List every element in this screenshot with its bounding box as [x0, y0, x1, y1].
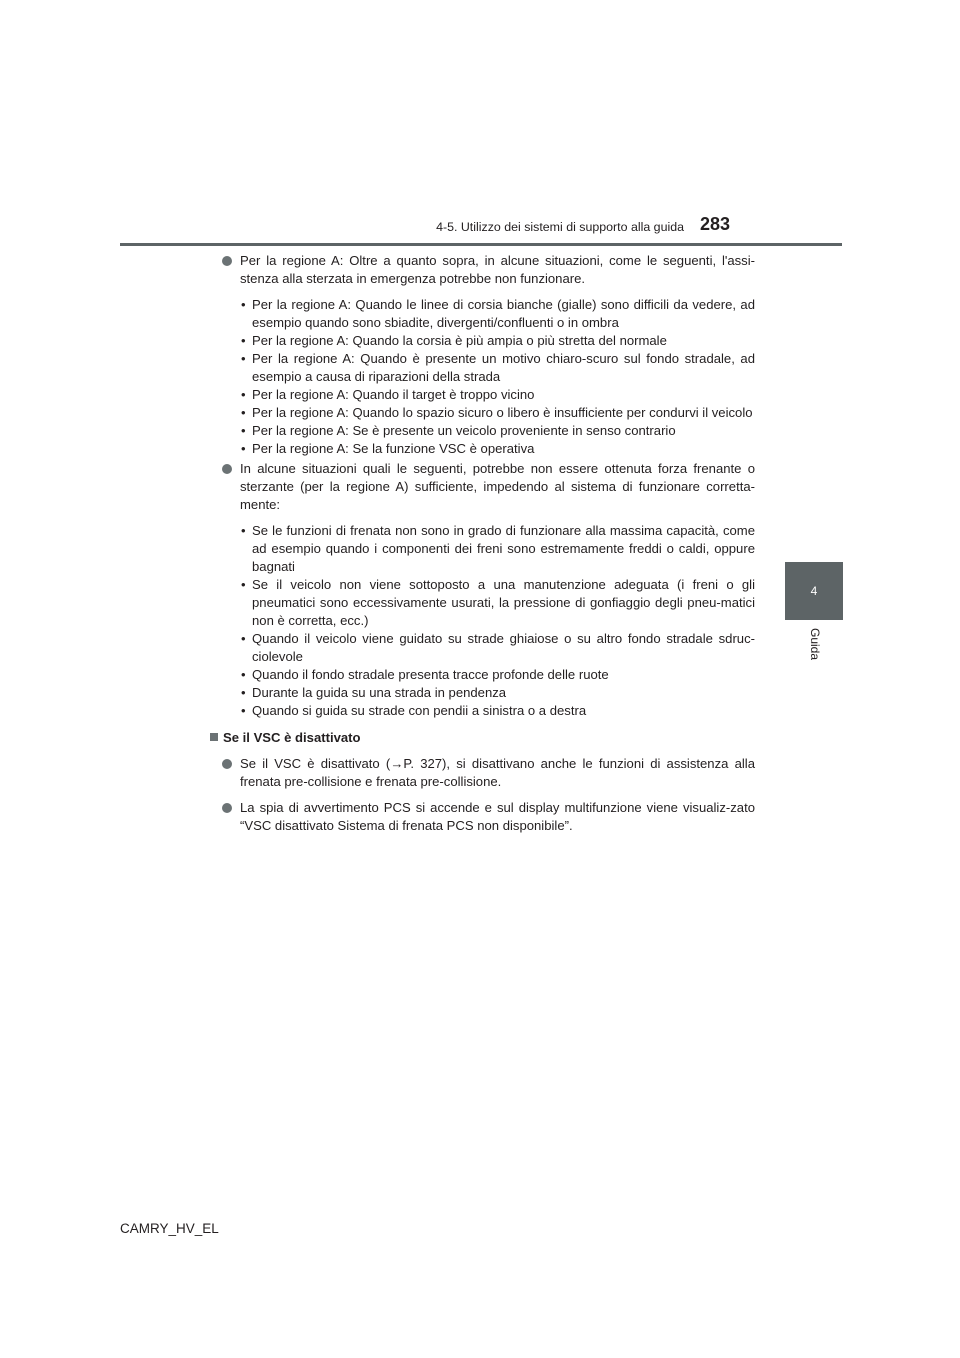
list-item: • Per la regione A: Quando lo spazio sicuro o libero è insufficiente per condurvi il veicolo — [241, 405, 753, 420]
list-item: • Per la regione A: Quando il target è troppo vicino — [241, 387, 535, 402]
vsc-para-2-text: La spia di avvertimento PCS si accende e sul display multifunzione viene visualiz-zato “VSC disattivato Sistema di frenata PCS non disponibile”. — [240, 800, 755, 833]
bullet-dot-icon — [222, 803, 232, 813]
block2-intro-text: In alcune situazioni quali le seguenti, potrebbe non essere ottenuta forza frenante o sterzante (per la regione A) sufficiente, impedendo al sistema di funzionare corretta-mente: — [240, 461, 755, 512]
header-rule — [120, 243, 842, 246]
list-item: • Se il veicolo non viene sottoposto a una manutenzione adeguata (i freni o gli pneumatici sono eccessivamente usurati, la pressione di gonfiaggio degli pneu-matici non è corretta, ecc.) — [241, 577, 755, 628]
list-item: • Quando il veicolo viene guidato su strade ghiaiose o su altro fondo stradale sdruc-ciolevole — [241, 631, 755, 664]
section-title: Se il VSC è disattivato — [223, 730, 361, 745]
square-bullet-icon — [210, 733, 218, 741]
list-item: • Quando il fondo stradale presenta tracce profonde delle ruote — [241, 667, 609, 682]
list-item: • Per la regione A: Quando la corsia è più ampia o più stretta del normale — [241, 333, 667, 348]
document-code: CAMRY_HV_EL — [120, 1221, 219, 1236]
list-item: • Quando si guida su strade con pendii a sinistra o a destra — [241, 703, 587, 718]
list-item: • Per la regione A: Se è presente un veicolo proveniente in senso contrario — [241, 423, 676, 438]
vsc-para-1-text: Se il VSC è disattivato (→P. 327), si disattivano anche le funzioni di assistenza alla frenata pre-collisione e frenata pre-collisione. — [240, 756, 755, 789]
block1-intro-text: Per la regione A: Oltre a quanto sopra, in alcune situazioni, come le seguenti, l'assi-stenza alla sterzata in emergenza potrebbe non funzionare. — [240, 253, 755, 286]
chapter-number: 4 — [810, 584, 818, 598]
chapter-tab — [785, 562, 843, 620]
bullet-dot-icon — [222, 256, 232, 266]
bullet-dot-icon — [222, 464, 232, 474]
section-heading-vsc — [210, 729, 755, 747]
block2-intro — [222, 460, 755, 514]
block2-list — [222, 522, 755, 720]
block1-intro — [222, 252, 755, 288]
block1-list — [222, 296, 755, 458]
list-item: • Per la regione A: Quando è presente un motivo chiaro-scuro sul fondo stradale, ad esempio a causa di riparazioni della strada — [241, 351, 755, 384]
list-item: • Per la regione A: Quando le linee di corsia bianche (gialle) sono difficili da vedere, ad esempio quando sono sbiadite, divergenti/confluenti o in ombra — [241, 297, 755, 330]
list-item: • Durante la guida su una strada in pendenza — [241, 685, 507, 700]
bullet-dot-icon — [222, 759, 232, 769]
list-item: • Se le funzioni di frenata non sono in grado di funzionare alla massima capacità, come ad esempio quando i componenti dei freni sono estremamente freddi o caldi, oppure bagnati — [241, 523, 755, 574]
main-content — [222, 252, 755, 835]
list-item: • Per la regione A: Se la funzione VSC è operativa — [241, 441, 535, 456]
page-number: 283 — [700, 214, 731, 234]
running-header: 4-5. Utilizzo dei sistemi di supporto alla guida — [436, 220, 684, 234]
chapter-label: Guida — [808, 628, 822, 661]
vsc-para-2 — [222, 799, 755, 835]
vsc-para-1 — [222, 755, 755, 791]
